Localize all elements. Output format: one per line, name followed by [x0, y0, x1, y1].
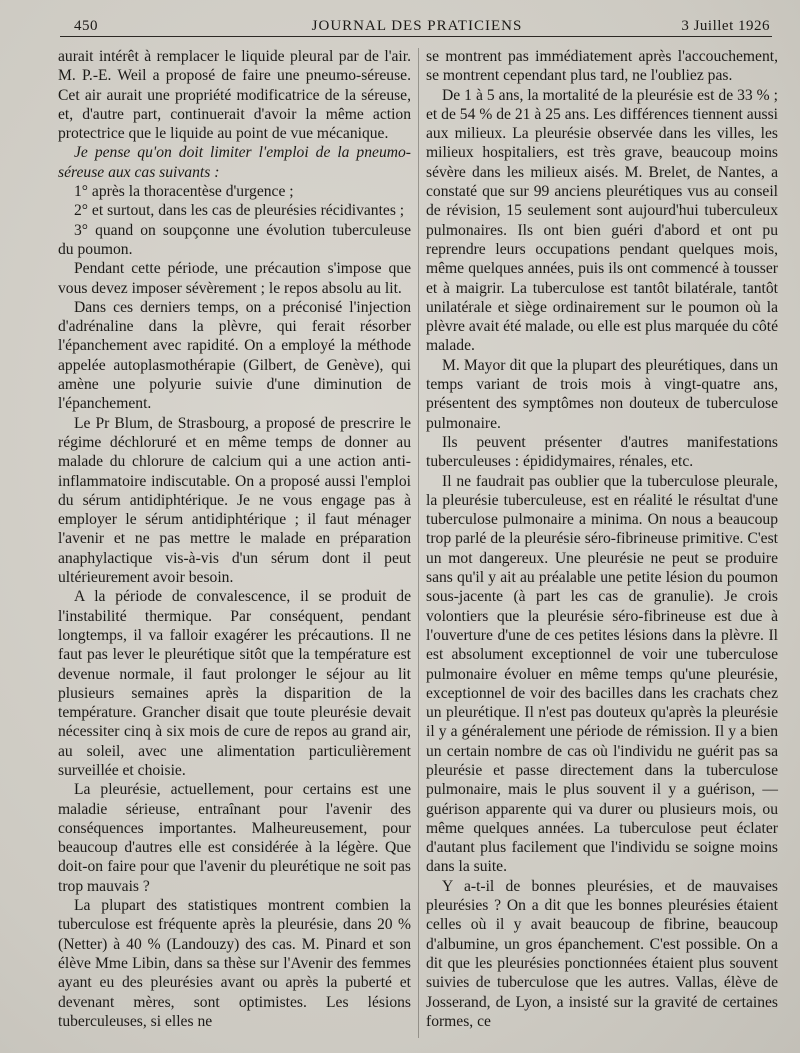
paragraph: Y a-t-il de bonnes pleurésies, et de mauvaises pleurésies ? On a dit que les bonnes pleurésies étaient celles où il y avait beaucoup de fibrine, beaucoup d'albumine, un gros épanchement. C'est possible. On a dit que les pleurésies ponctionnées étaient plus souvent suivies de tuberculose que les autres. Vallas, élève de Josserand, de Lyon, a insisté sur la gravité de certaines formes, ce	[426, 877, 778, 1030]
page-header	[56, 12, 778, 38]
list-item: 1° après la thoracentèse d'urgence ;	[74, 183, 294, 201]
left-column	[58, 47, 411, 1031]
list-item: 2° et surtout, dans les cas de pleurésies récidivantes ;	[74, 202, 405, 220]
paragraph: Je pense qu'on doit limiter l'emploi de la pneumo-séreuse aux cas suivants :	[58, 144, 411, 181]
paragraph: A la période de convalescence, il se produit de l'instabilité thermique. Par conséquent, pendant longtemps, il va falloir exagérer les précautions. Il ne faut pas lever le pleurétique sitôt que la température est devenue normale, il faut prolonger le séjour au lit plusieurs semaines après la disparition de la température. Grancher disait que toute pleurésie devait nécessiter cinq à six mois de cure de repos au grand air, au soleil, avec une alimentation particulièrement surveillée et choisie.	[58, 588, 411, 779]
paragraph: Il ne faudrait pas oublier que la tuberculose pleurale, la pleurésie tuberculeuse, est en réalité le résultat d'une tuberculose pulmonaire a minima. On nous a beaucoup trop parlé de la pleurésie séro-fibrineuse primitive. C'est un mot dangereux. Une pleurésie ne peut se produire sans qu'il y ait au préalable une petite lésion du poumon sous-jacente (à part les cas de granulie). Je crois volontiers que la pleurésie séro-fibrineuse est due à l'ouverture d'une de ces petites lésions dans la plèvre. Il est absolument exceptionnel de voir une tuberculose pulmonaire évoluer en même temps qu'une pleurésie, exceptionnel de voir des bacilles dans les crachats chez un pleurétique. Il n'est pas douteux qu'après la pleurésie il y a généralement une période de rémission. Il y a bien un certain nombre de cas où l'individu ne guérit pas sa pleurésie et passe directement dans la tuberculose pulmonaire, mais le plus souvent il y a guérison, — guérison apparente qui va durer ou plusieurs mois, ou même quelques années. La tuberculose peut éclater d'autant plus facilement que l'individu se soigne moins dans la suite.	[426, 472, 778, 876]
column-divider	[418, 48, 419, 1038]
journal-title: JOURNAL DES PRATICIENS	[311, 18, 523, 34]
paragraph: M. Mayor dit que la plupart des pleurétiques, dans un temps variant de trois mois à vingt-quatre ans, présentent des symptômes non douteux de tuberculose pulmonaire.	[426, 356, 778, 432]
paragraph: se montrent pas immédiatement après l'accouchement, se montrent cependant plus tard, ne l'oubliez pas.	[426, 48, 778, 85]
list-item: 3° quand on soupçonne une évolution tuberculeuse du poumon.	[58, 221, 411, 258]
right-column	[426, 47, 778, 1031]
page-number: 450	[74, 18, 98, 34]
paragraph: Pendant cette période, une précaution s'impose que vous devez imposer sévèrement ; le repos absolu au lit.	[58, 260, 411, 297]
paragraph: De 1 à 5 ans, la mortalité de la pleurésie est de 33 % ; et de 54 % de 21 à 25 ans. Les différences tiennent aussi aux milieux. La pleurésie observée dans les villes, les milieux hospitaliers, est très grave, beaucoup moins sévère dans les milieux aisés. M. Brelet, de Nantes, a constaté que sur 99 anciens pleurétiques vus au conseil de révision, 15 seulement sont aujourd'hui tuberculeux pulmonaires. Ils ont bien guéri d'abord et ont pu reprendre leurs occupations pendant quelques mois, même quelques années, puis ils ont commencé à tousser et à maigrir. La tuberculose est tantôt bilatérale, tantôt unilatérale et siège ordinairement sur le poumon où la plèvre avait été malade, ou elle est plus marquée du côté malade.	[426, 86, 779, 355]
header-rule	[60, 36, 772, 37]
paragraph: Ils peuvent présenter d'autres manifestations tuberculeuses : épididymaires, rénales, etc.	[426, 433, 778, 471]
paragraph: aurait intérêt à remplacer le liquide pleural par de l'air. M. P.-E. Weil a proposé de faire une pneumo-séreuse. Cet air aurait une propriété modificatrice de la séreuse, et, d'autre part, continuerait d'avoir la même action protectrice que le liquide au point de vue mécanique.	[58, 48, 411, 143]
paragraph: Le Pr Blum, de Strasbourg, a proposé de prescrire le régime déchloruré et en même temps de donner au malade du chlorure de calcium qui a une action anti-inflammatoire indiscutable. On a proposé aussi l'emploi du sérum antidiphtérique. Je ne vous engage pas à employer le sérum antidiphtérique ; il faut ménager l'avenir et ne pas mettre le malade en préparation anaphylactique vis-à-vis d'un sérum dont il peut ultérieurement avoir besoin.	[58, 414, 411, 587]
paragraph: Dans ces derniers temps, on a préconisé l'injection d'adrénaline dans la plèvre, qui ferait résorber l'épanchement avec rapidité. On a employé la méthode appelée autoplasmothérapie (Gilbert, de Genève), qui amène une polyurie suivie d'une diminution de l'épanchement.	[58, 298, 411, 413]
paragraph: La plupart des statistiques montrent combien la tuberculose est fréquente après la pleurésie, dans 20 % (Netter) à 40 % (Landouzy) des cas. M. Pinard et son élève Mme Libin, dans sa thèse sur l'Avenir des femmes ayant eu des pleurésies avant ou après la puberté et devenant mères, sont optimistes. Les lésions tuberculeuses, si elles ne	[58, 897, 411, 1030]
paragraph: La pleurésie, actuellement, pour certains est une maladie sérieuse, entraînant pour l'avenir des conséquences importantes. Malheureusement, pour beaucoup d'autres elle est considérée à la légère. Que doit-on faire pour que l'avenir du pleurétique ne soit pas trop mauvais ?	[58, 781, 411, 895]
issue-date: 3 Juillet 1926	[681, 18, 770, 34]
